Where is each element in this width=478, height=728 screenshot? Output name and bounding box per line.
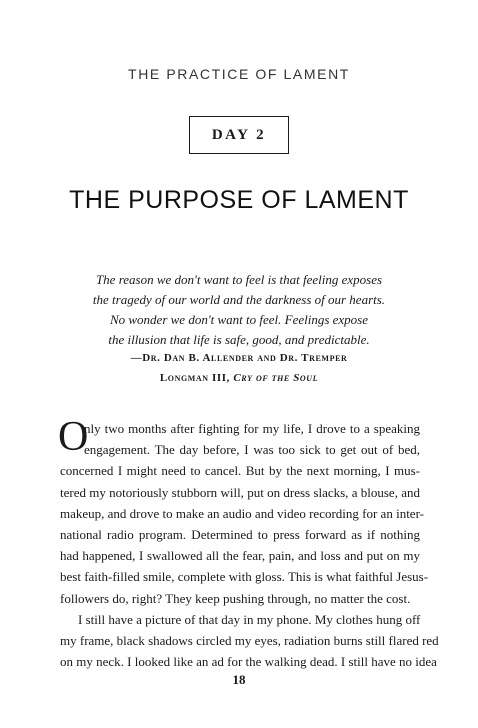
text-line: tered my notoriously stubborn will, put on dress slacks, a blouse, and [60,484,420,500]
day-label-box [189,116,289,154]
attribution-line [60,368,418,388]
epigraph [60,270,418,350]
text-line: engagement. The day before, I was too sick to get out of bed, [84,442,420,458]
epigraph-line: the tragedy of our world and the darkness of our hearts. [92,292,386,307]
attribution-authors-cont: Longman III, [159,372,234,384]
epigraph-line: the illusion that life is safe, good, and predictable. [108,332,370,347]
attribution-line: —Dr. Dan B. Allender and Dr. Tremper [130,352,348,364]
paragraph-2 [60,609,439,673]
epigraph-attribution [60,348,418,388]
text-line: I still have a picture of that day in my phone. My clothes hung off [78,611,421,627]
text-line: followers do, right? They keep pushing through, no matter the cost. [60,590,411,606]
day-label: DAY 2 [211,126,267,143]
text-line: my frame, black shadows circled my eyes, radiation burns still flared red [60,633,439,649]
text-line: best faith-filled smile, complete with gloss. This is what faithful Jesus- [60,569,429,585]
chapter-title: THE PURPOSE OF LAMENT [69,186,409,214]
attribution-book-title: Cry of the Soul [233,372,319,384]
text-line: had happened, I swallowed all the fear, pain, and loss and put on my [60,548,420,564]
drop-cap: O [58,414,89,460]
text-line: nly two months after fighting for my life, I drove to a speaking [84,421,420,436]
page-number: 18 [232,672,246,687]
text-line: concerned I might need to cancel. But by the next morning, I mus- [60,463,420,479]
text-line: national radio program. Determined to press forward as if nothing [60,527,420,543]
body-text [58,414,439,672]
epigraph-line: The reason we don't want to feel is that feeling exposes [95,272,383,287]
running-head: THE PRACTICE OF LAMENT [128,66,350,82]
paragraph-1 [58,414,429,609]
text-line: on my neck. I looked like an ad for the walking dead. I still have no idea [60,654,437,670]
text-line: makeup, and drove to make an audio and video recording for an inter- [60,505,424,521]
epigraph-line: No wonder we don't want to feel. Feelings expose [109,312,369,327]
